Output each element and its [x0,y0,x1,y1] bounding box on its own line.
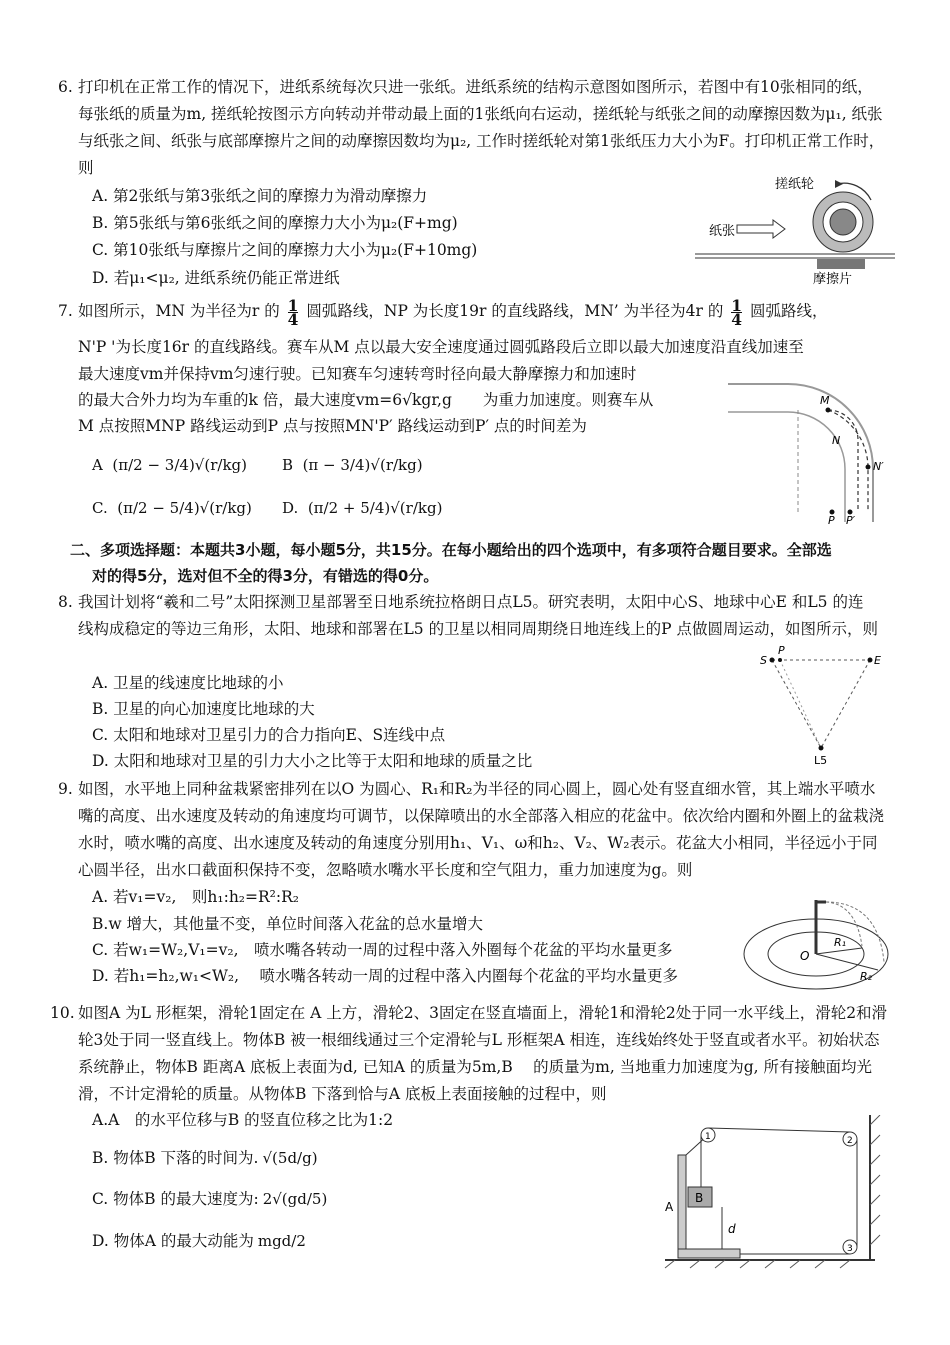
option-b: B (π − 3/4)√(r/kg) [282,456,423,474]
option-d: D. 若h₁=h₂,w₁<W₂, 喷水嘴各转动一周的过程中落入内圈每个花盆的平均水量更多 [92,967,679,985]
sprinkler-diagram [738,890,898,995]
option-b: B. 第5张纸与第6张纸之间的摩擦力大小为μ₂(F+mg) [92,214,458,232]
string-top [708,1128,850,1132]
option-b: B. 物体B 下落的时间为. √(5d/g) [92,1149,318,1167]
label-b: B [695,1191,704,1205]
option-b: B.w 增大，其他量不变，单位时间落入花盆的总水量增大 [92,915,484,933]
question-number: 8. [58,593,73,611]
option-c: C. 太阳和地球对卫星引力的合力指向E、S连线中点 [92,726,446,744]
inner-track [728,412,845,522]
route-mnp [828,410,858,512]
label-p-prime: P′ [846,514,856,527]
p-point [778,658,782,662]
option-a: A. 若v₁=v₂, 则h₁:h₂=R²:R₂ [92,888,299,906]
earth-l5-line [821,660,870,748]
svg-text:1: 1 [705,1132,711,1142]
option-c: C. (π/2 − 5/4)√(r/kg) [92,499,252,517]
stem-line: 最大速度vm并保持vm匀速行驶。已知赛车匀速转弯时径向最大静摩擦力和加速时 [78,365,637,383]
outer-track [728,384,873,522]
lagrange-diagram [752,642,892,772]
friction-pad [817,259,865,269]
point-m [826,408,831,413]
label-n: N [832,434,841,447]
question-7 [58,295,888,329]
stem-line: 如图所示，MN 为半径为r 的 [78,302,280,320]
fraction-quarter: $\frac{1}{4}$ [287,295,299,329]
label-e: E [874,654,881,667]
earth-point [868,658,873,663]
option-a: A (π/2 − 3/4)√(r/kg) [92,456,248,474]
p-l5-line [780,660,821,748]
option-d: D. 若μ₁<μ₂, 进纸系统仍能正常进纸 [92,269,340,287]
label-o: O [800,949,810,963]
frame-a-upright [678,1155,686,1253]
svg-text:3: 3 [847,1244,853,1254]
question-stem: 如图A 为L 形框架，滑轮1固定在 A 上方，滑轮2、3固定在竖直墙面上，滑轮1和滑轮2处于同一水平线上，滑轮2和滑轮3处于同一竖直线上。物体B 被一根细线通过三个定滑轮与L 形框架A 相连，连线始终处于竖直或者水平。初始状态系统静止，物体B 距离A 底板上表面为d, 已知A 的质量为5m,B 的质量为m, 当地重力加速度为g, 所有接触面均光滑，不计定滑轮的质量。从物体B 下落到恰与A 底板上表面接触的过程中，则 [78,1004,888,1103]
section-heading: 二、多项选择题：本题共3小题，每小题5分，共15分。在每小题给出的四个选项中，有多项符合题目要求。全部选 [70,541,832,559]
label-p: P [778,644,785,657]
wheel-label: 搓纸轮 [775,177,815,192]
race-track-diagram [728,372,898,527]
label-m: M [820,394,830,407]
roller-hub [830,209,856,235]
section-heading: 对的得5分，选对但不全的得3分，有错选的得0分。 [92,567,439,585]
question-10 [50,1000,888,1108]
option-d: D. 太阳和地球对卫星的引力大小之比等于太阳和地球的质量之比 [92,752,533,770]
option-c: C. 第10张纸与摩擦片之间的摩擦力大小为μ₂(F+10mg) [92,241,478,259]
question-9 [58,776,888,884]
question-number: 9. [58,780,73,798]
question-stem: 如图，水平地上同种盆栽紧密排列在以O 为圆心、R₁和R₂为半径的同心圆上，圆心处有竖直细水管，其上端水平喷水嘴的高度、出水速度及转动的角速度均可调节，以保障喷出的水全部落入相应的花盆中。依次给内圈和外圈上的盆栽浇水时，喷水嘴的高度、出水速度及转动的角速度分别用h₁、V₁、ω和h₂、V₂、W₂表示。花盆大小相同，半径远小于同心圆半径，出水口截面积保持不变，忽略喷水嘴水平长度和空气阻力，重力加速度为g。则 [78,780,885,879]
option-c: C. 若w₁=W₂,V₁=v₂, 喷水嘴各转动一周的过程中落入外圈每个花盆的平均水量更多 [92,941,673,959]
pulley-diagram [660,1115,885,1270]
frame-a-base [678,1249,740,1258]
label-n-prime: N′ [873,460,884,473]
option-a: A.A 的水平位移与B 的竖直位移之比为1:2 [92,1111,394,1129]
paper-label: 纸张 [709,224,736,239]
question-stem: 我国计划将“羲和二号”太阳探测卫星部署至日地系统拉格朗日点L5。研究表明，太阳中心S、地球中心E 和L5 的连线构成稳定的等边三角形，太阳、地球和部署在L5 的卫星以相同周期绕日地连线上的P 点做圆周运动，如图所示，则 [78,593,878,638]
l5-point [819,746,824,751]
water-arc-outer [826,902,884,962]
fraction-quarter: $\frac{1}{4}$ [731,295,743,329]
question-8 [58,589,878,643]
stem-line: M 点按照MNP 路线运动到P 点与按照MN'P′ 路线运动到P′ 点的时间差为 [78,417,587,435]
svg-text:2: 2 [847,1136,853,1146]
option-d: D. (π/2 + 5/4)√(r/kg) [282,499,443,517]
option-b: B. 卫星的向心加速度比地球的大 [92,700,315,718]
stem-line: 的最大合外力均为车重的k 倍，最大速度vm=6√kgr,g 为重力加速度。则赛车从 [78,391,654,409]
label-r2: R₂ [860,970,873,983]
label-a: A [665,1200,674,1214]
option-a: A. 第2张纸与第3张纸之间的摩擦力为滑动摩擦力 [92,187,428,205]
question-number: 10. [50,1004,75,1022]
point-n-prime [866,465,871,470]
option-d: D. 物体A 的最大动能为 mgd/2 [92,1232,306,1250]
question-6 [58,74,888,182]
pad-label: 摩擦片 [813,272,853,287]
question-number: 6. [58,78,73,96]
stem-line: 圆弧路线， [750,302,828,320]
stem-line: N'P '为长度16r 的直线路线。赛车从M 点以最大安全速度通过圆弧路段后立即以最大加速度沿直线加速至 [78,338,804,356]
label-p: P [828,514,835,527]
label-r1: R₁ [834,936,847,949]
radius-r2 [816,954,878,970]
option-a: A. 卫星的线速度比地球的小 [92,674,284,692]
option-c: C. 物体B 的最大速度为: 2√(gd/5) [92,1190,328,1208]
paper-feed-diagram [695,170,895,290]
arrow-head-icon [835,180,843,188]
paper-direction-arrow-icon [737,220,785,238]
question-number: 7. [58,302,73,320]
sun-l5-line [772,660,821,748]
label-s: S [760,654,767,667]
sun-point [770,658,775,663]
label-l5: L5 [814,754,828,767]
label-d: d [728,1222,736,1236]
question-stem: 打印机在正常工作的情况下，进纸系统每次只进一张纸。进纸系统的结构示意图如图所示，若图中有10张相同的纸，每张纸的质量为m, 搓纸轮按图示方向转动并带动最上面的1张纸向右运动，搓纸轮与纸张之间的动摩擦因数为μ₁, 纸张与纸张之间、纸张与底部摩擦片之间的动摩擦因数均为μ₂, 工作时搓纸轮对第1张纸压力大小为F。打印机正常工作时，则 [78,78,885,177]
stem-line: 圆弧路线，NP 为长度19r 的直线路线，MN’ 为半径为4r 的 [306,302,724,320]
